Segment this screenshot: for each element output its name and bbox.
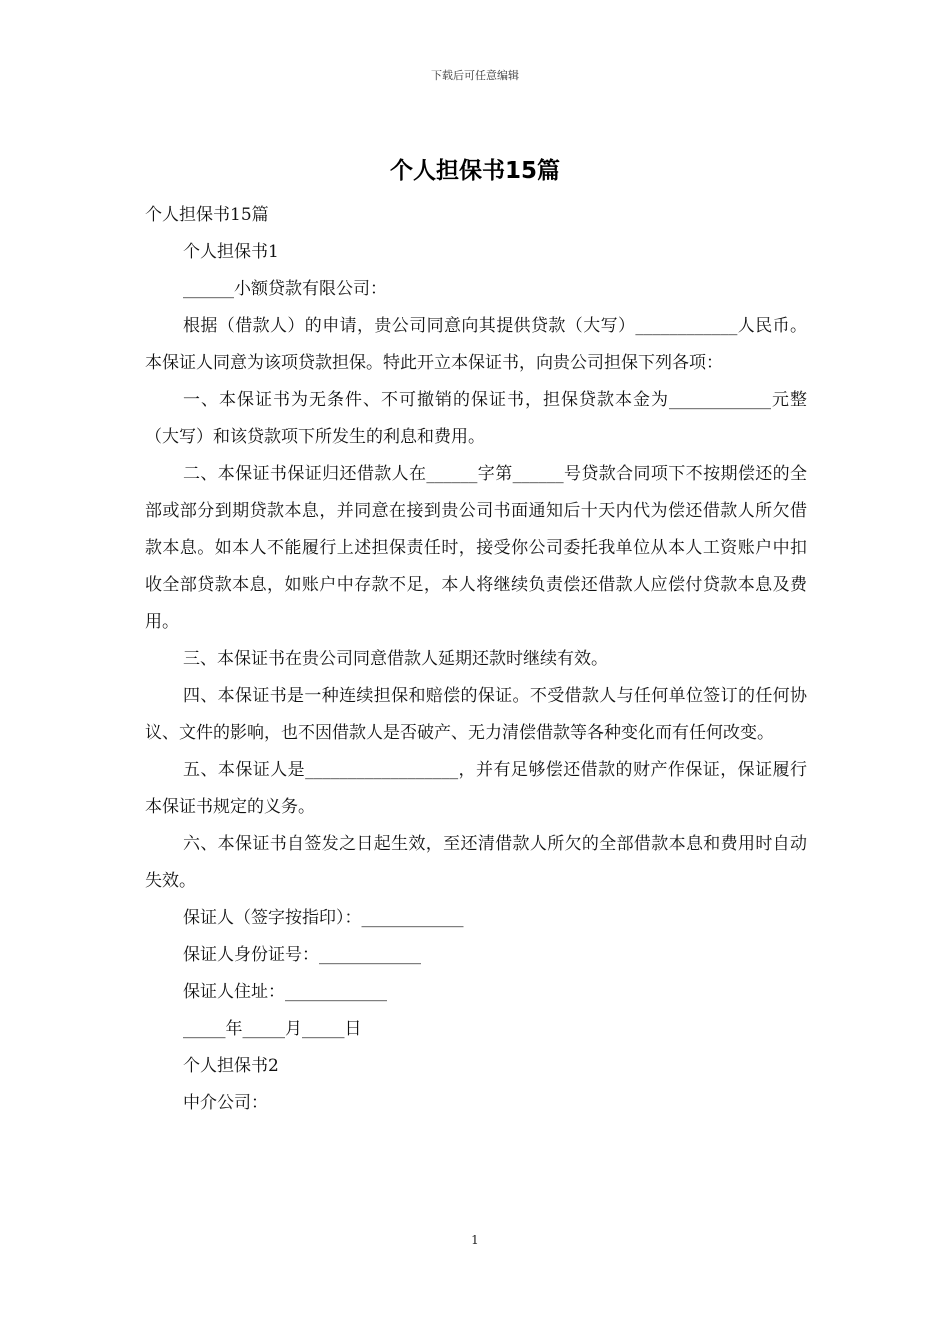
paragraph: 个人担保书15篇 xyxy=(145,205,269,225)
page-number: 1 xyxy=(471,1233,479,1247)
paragraph: 四、本保证书是一种连续担保和赔偿的保证。不受借款人与任何单位签订的任何协议、文件的影响，也不因借款人是否破产、无力清偿借款等各种变化而有任何改变。 xyxy=(145,686,807,743)
paragraph: 五、本保证人是__________________，并有足够偿还借款的财产作保证，保证履行本保证书规定的义务。 xyxy=(145,760,807,817)
paragraph: 个人担保书1 xyxy=(183,242,279,262)
paragraph: 保证人（签字按指印）：____________ xyxy=(183,908,464,928)
paragraph: _____年_____月_____日 xyxy=(183,1019,362,1039)
paragraph: 根据（借款人）的申请，贵公司同意向其提供贷款（大写）____________人民币。本保证人同意为该项贷款担保。特此开立本保证书，向贵公司担保下列各项： xyxy=(145,316,807,373)
header-note: 下载后可任意编辑 xyxy=(431,69,519,82)
document-title: 个人担保书15篇 xyxy=(389,158,560,184)
paragraph: 一、本保证书为无条件、不可撤销的保证书，担保贷款本金为____________元整（大写）和该贷款项下所发生的利息和费用。 xyxy=(145,390,807,447)
paragraph: 保证人住址：____________ xyxy=(183,982,387,1002)
paragraph: 中介公司： xyxy=(183,1093,268,1113)
paragraph: 保证人身份证号：____________ xyxy=(183,945,421,965)
paragraph: ______小额贷款有限公司： xyxy=(183,279,387,299)
paragraph: 二、本保证书保证归还借款人在______字第______号贷款合同项下不按期偿还的全部或部分到期贷款本息，并同意在接到贵公司书面通知后十天内代为偿还借款人所欠借款本息。如本人不能履行上述担保责任时，接受你公司委托我单位从本人工资账户中扣收全部贷款本息，如账户中存款不足，本人将继续负责偿还借款人应偿付贷款本息及费用。 xyxy=(145,464,807,632)
paragraph: 六、本保证书自签发之日起生效，至还清借款人所欠的全部借款本息和费用时自动失效。 xyxy=(145,834,807,891)
paragraph: 三、本保证书在贵公司同意借款人延期还款时继续有效。 xyxy=(183,649,608,669)
paragraph: 个人担保书2 xyxy=(183,1056,279,1076)
document-body xyxy=(145,197,807,1122)
